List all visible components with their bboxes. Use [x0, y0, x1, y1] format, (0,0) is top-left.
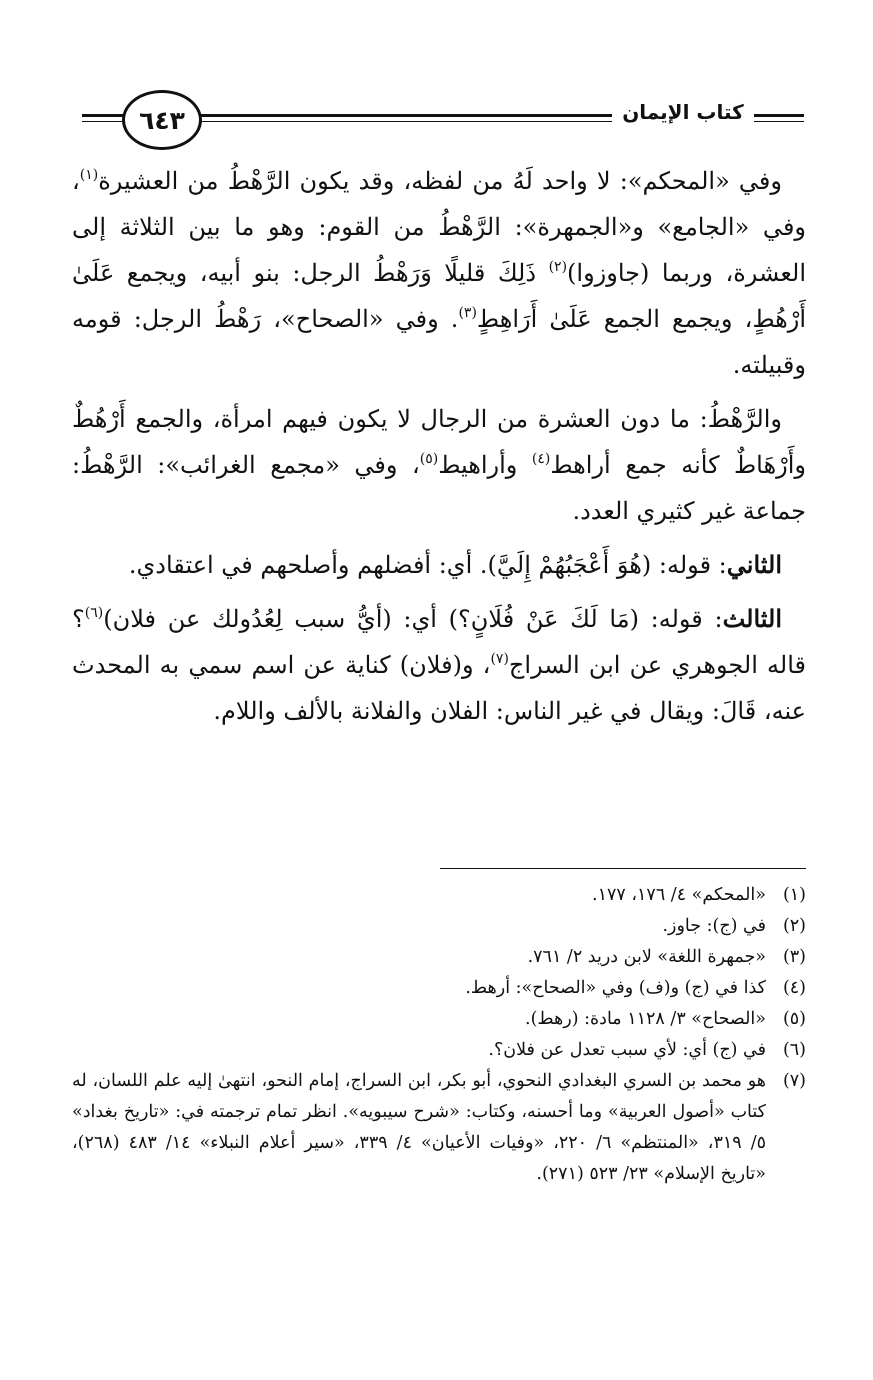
- footnote-number: (٣): [782, 947, 806, 967]
- footnote-item: [72, 1066, 806, 1190]
- footnote-text: كذا في (ج) و(ف) وفي «الصحاح»: أرهط.: [465, 978, 766, 998]
- footnote-ref: (٣): [458, 305, 477, 321]
- footnote-separator: [440, 868, 806, 869]
- footnote-text: «جمهرة اللغة» لابن دريد ٢/ ٧٦١.: [527, 947, 766, 967]
- paragraph-text: : قوله: (مَا لَكَ عَنْ فُلَانٍ؟) أي: (أيُّ سبب لِعُدُولك عن فلان): [103, 605, 723, 633]
- paragraph-text: ، وفي «الجامع» و«الجمهرة»: الرَّهْطُ من القوم: وهو ما بين الثلاثة إلى العشرة، وربما (جاوزوا): [72, 167, 806, 287]
- paragraph-lead: الثاني: [726, 550, 782, 579]
- main-text: [72, 158, 806, 742]
- footnotes: [72, 880, 806, 1190]
- paragraph-text: ؟ قاله الجوهري عن ابن السراج: [72, 605, 806, 679]
- paragraph-text: وفي «المحكم»: لا واحد لَهُ من لفظه، وقد يكون الرَّهْطُ من العشيرة: [98, 167, 782, 195]
- paragraph-text: ، و(فلان) كناية عن اسم سمي به المحدث عنه، قَالَ: ويقال في غير الناس: الفلان والفلانة بالألف واللام.: [72, 651, 806, 725]
- footnote-number: (٧): [782, 1071, 806, 1091]
- footnote-item: [72, 973, 806, 1004]
- footnote-text: «الصحاح» ٣/ ١١٢٨ مادة: (رهط).: [525, 1009, 766, 1029]
- footnote-ref: (٧): [490, 651, 509, 667]
- paragraph-1: [72, 158, 806, 388]
- footnote-ref: (٦): [84, 605, 104, 621]
- footnote-item: [72, 942, 806, 973]
- footnote-item: [72, 911, 806, 942]
- footnote-item: [72, 1035, 806, 1066]
- paragraph-text: والرَّهْطُ: ما دون العشرة من الرجال لا يكون فيهم امرأة، والجمع أَرْهُطٌ وأَرْهَاطٌ كأنه جمع أراهط: [72, 405, 806, 479]
- footnote-number: (٤): [782, 978, 806, 998]
- footnote-text: «المحكم» ٤/ ١٧٦، ١٧٧.: [592, 885, 766, 905]
- footnote-item: [72, 880, 806, 911]
- header-rule: [754, 121, 804, 122]
- page-number-oval: [122, 90, 202, 150]
- footnote-ref: (١): [79, 167, 99, 183]
- chapter-title: كتاب الإيمان: [622, 100, 744, 124]
- footnote-text: هو محمد بن السري البغدادي النحوي، أبو بكر، ابن السراج، إمام النحو، انتهىٰ إليه علم اللسان، له كتاب «أصول العربية» وما أحسنه، وكتاب: «شرح سيبويه». انظر تمام ترجمته في: «تاريخ بغداد» ٥/ ٣١٩، «المنتظم» ٦/ ٢٢٠، «وفيات الأعيان» ٤/ ٣٣٩، «سير أعلام النبلاء» ١٤/ ٤٨٣ (٢٦٨)، «تاريخ الإسلام» ٢٣/ ٥٢٣ (٢٧١).: [72, 1071, 767, 1184]
- header-rule: [190, 121, 612, 122]
- paragraph-3: [72, 542, 806, 588]
- paragraph-4: [72, 596, 806, 734]
- paragraph-text: ، وفي «مجمع الغرائب»: الرَّهْطُ: جماعة غير كثيري العدد.: [72, 451, 806, 525]
- footnote-ref: (٥): [419, 451, 439, 467]
- header-rule: [190, 114, 612, 117]
- footnote-number: (٢): [782, 916, 806, 936]
- paragraph-text: وأراهيط: [438, 451, 532, 479]
- footnote-number: (٥): [782, 1009, 806, 1029]
- page-number: ٦٤٣: [139, 105, 185, 135]
- paragraph-lead: الثالث: [722, 604, 782, 633]
- footnote-text: في (ج): جاوز.: [662, 916, 766, 936]
- footnote-item: [72, 1004, 806, 1035]
- paragraph-text: . وفي «الصحاح»، رَهْطُ الرجل: قومه وقبيلته.: [72, 305, 806, 379]
- footnote-number: (٦): [782, 1040, 806, 1060]
- footnote-number: (١): [782, 885, 806, 905]
- footnote-text: في (ج) أي: لأي سبب تعدل عن فلان؟.: [488, 1040, 766, 1060]
- header-rule: [754, 114, 804, 117]
- page-header: [82, 88, 804, 148]
- footnote-ref: (٢): [548, 259, 568, 275]
- paragraph-2: [72, 396, 806, 534]
- paragraph-text: ذَلِكَ قليلًا وَرَهْطُ الرجل: بنو أبيه، ويجمع عَلَىٰ أَرْهُطٍ، ويجمع الجمع عَلَىٰ أَرَاهِطٍ: [72, 259, 807, 333]
- paragraph-text: : قوله: (هُوَ أَعْجَبُهُمْ إِلَيَّ). أي: أفضلهم وأصلحهم في اعتقادي.: [128, 551, 727, 579]
- footnote-ref: (٤): [531, 451, 551, 467]
